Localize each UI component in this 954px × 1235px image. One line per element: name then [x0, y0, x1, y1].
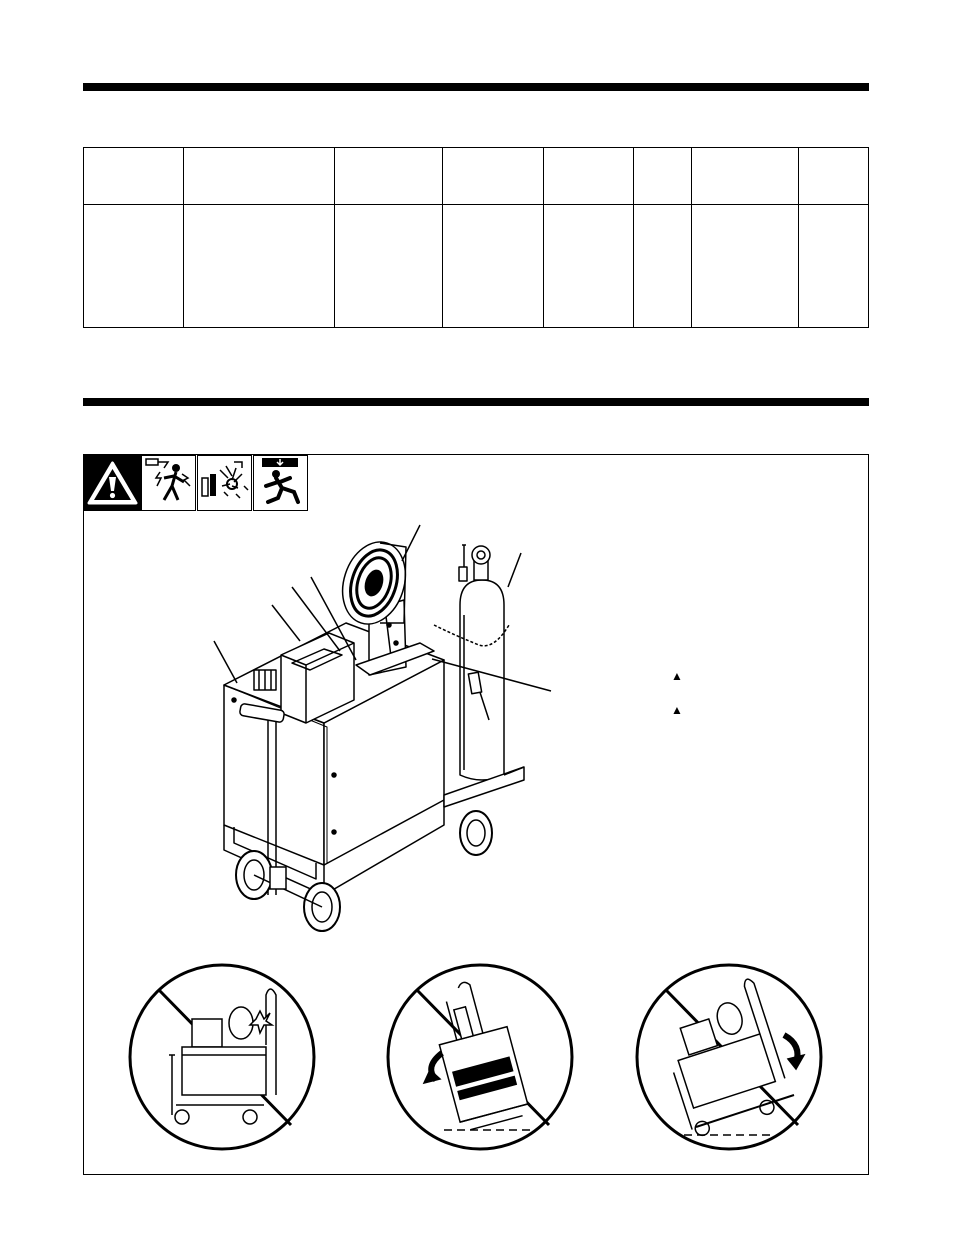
table-col-divider: [334, 148, 335, 327]
cart-figure-box: [83, 454, 869, 1175]
section-rule-top: [83, 83, 869, 91]
table-col-divider: [798, 148, 799, 327]
prohibited-view-3: [637, 965, 821, 1149]
table-col-divider: [442, 148, 443, 327]
table-header-divider: [84, 204, 868, 205]
bullet-marker: ▲: [671, 703, 683, 717]
table-col-divider: [691, 148, 692, 327]
welding-cart-illustration: [84, 455, 870, 1176]
prohibited-view-1: [130, 965, 314, 1149]
table-col-divider: [633, 148, 634, 327]
table-col-divider: [183, 148, 184, 327]
prohibited-view-2: [388, 965, 572, 1149]
spec-table: [83, 147, 869, 328]
section-rule-figure: [83, 398, 869, 406]
bullet-marker: ▲: [671, 669, 683, 683]
table-col-divider: [543, 148, 544, 327]
